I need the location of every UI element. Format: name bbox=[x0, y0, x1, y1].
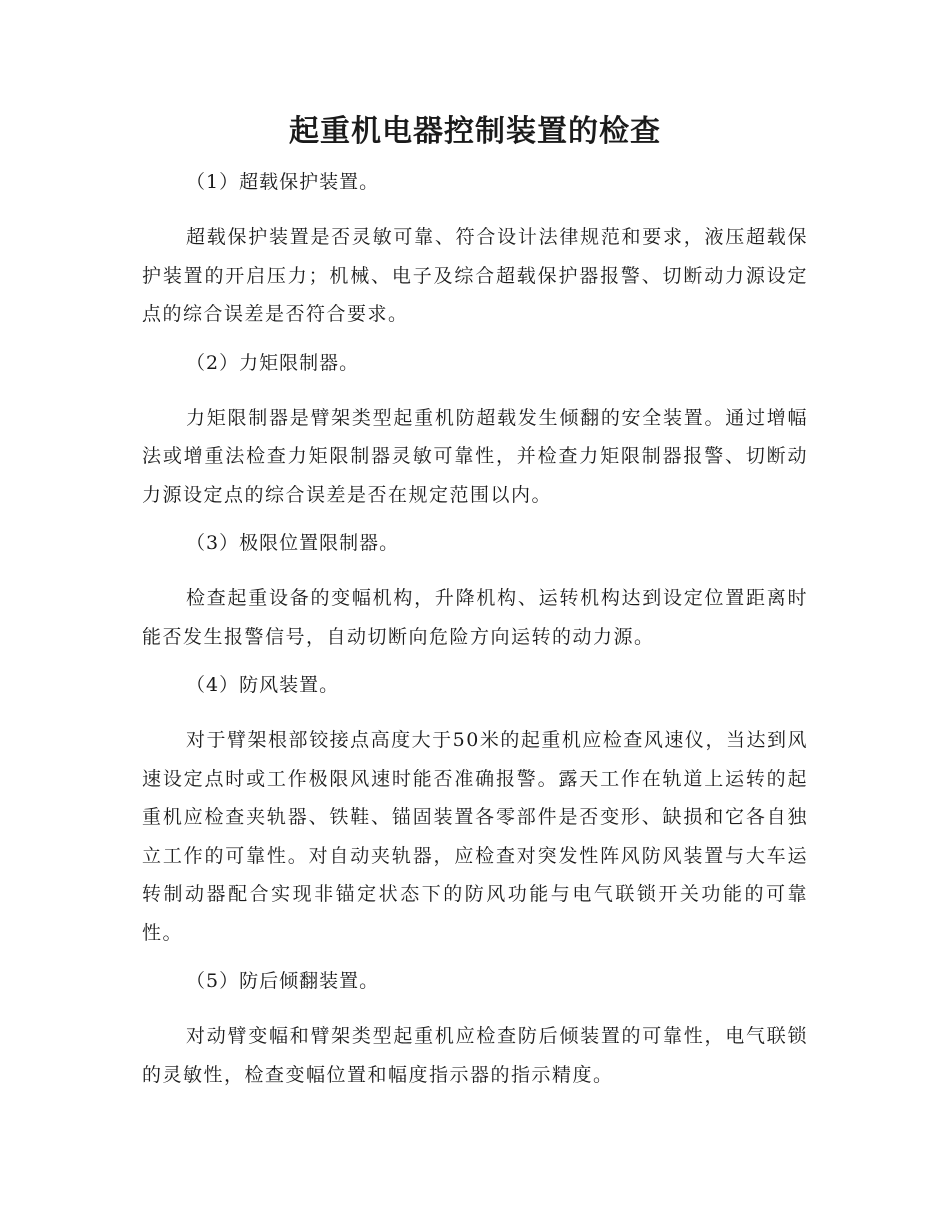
document-body bbox=[142, 166, 808, 1107]
section-heading-limit-position-limiter: （3）极限位置限制器。 bbox=[186, 532, 400, 554]
section-body-anti-backward-tipping: 对动臂变幅和臂架类型起重机应检查防后倾装置的可靠性，电气联锁的灵敏性，检查变幅位置和幅度指示器的指示精度。 bbox=[142, 1025, 808, 1086]
section-body-torque-limiter: 力矩限制器是臂架类型起重机防超载发生倾翻的安全装置。通过增幅法或增重法检查力矩限制器灵敏可靠性，并检查力矩限制器报警、切断动力源设定点的综合误差是否在规定范围以内。 bbox=[142, 406, 808, 506]
section-heading-overload-protection: （1）超载保护装置。 bbox=[186, 171, 380, 193]
section-heading-wind-protection: （4）防风装置。 bbox=[186, 674, 340, 696]
section-body-overload-protection: 超载保护装置是否灵敏可靠、符合设计法律规范和要求，液压超载保护装置的开启压力；机械、电子及综合超载保护器报警、切断动力源设定点的综合误差是否符合要求。 bbox=[142, 226, 808, 325]
section-heading-anti-backward-tipping: （5）防后倾翻装置。 bbox=[186, 970, 380, 992]
section-body-limit-position-limiter: 检查起重设备的变幅机构，升降机构、运转机构达到设定位置距离时能否发生报警信号，自动切断向危险方向运转的动力源。 bbox=[142, 587, 808, 648]
section-body-wind-protection: 对于臂架根部铰接点高度大于50米的起重机应检查风速仪，当达到风速设定点时或工作极限风速时能否准确报警。露天工作在轨道上运转的起重机应检查夹轨器、铁鞋、锚固装置各零部件是否变形、缺损和它各自独立工作的可靠性。对自动夹轨器，应检查对突发性阵风防风装置与大车运转制动器配合实现非锚定状态下的防风功能与电气联锁开关功能的可靠性。 bbox=[142, 729, 808, 944]
section-heading-torque-limiter: （2）力矩限制器。 bbox=[186, 351, 360, 374]
document-title: 起重机电器控制装置的检查 bbox=[289, 114, 661, 149]
